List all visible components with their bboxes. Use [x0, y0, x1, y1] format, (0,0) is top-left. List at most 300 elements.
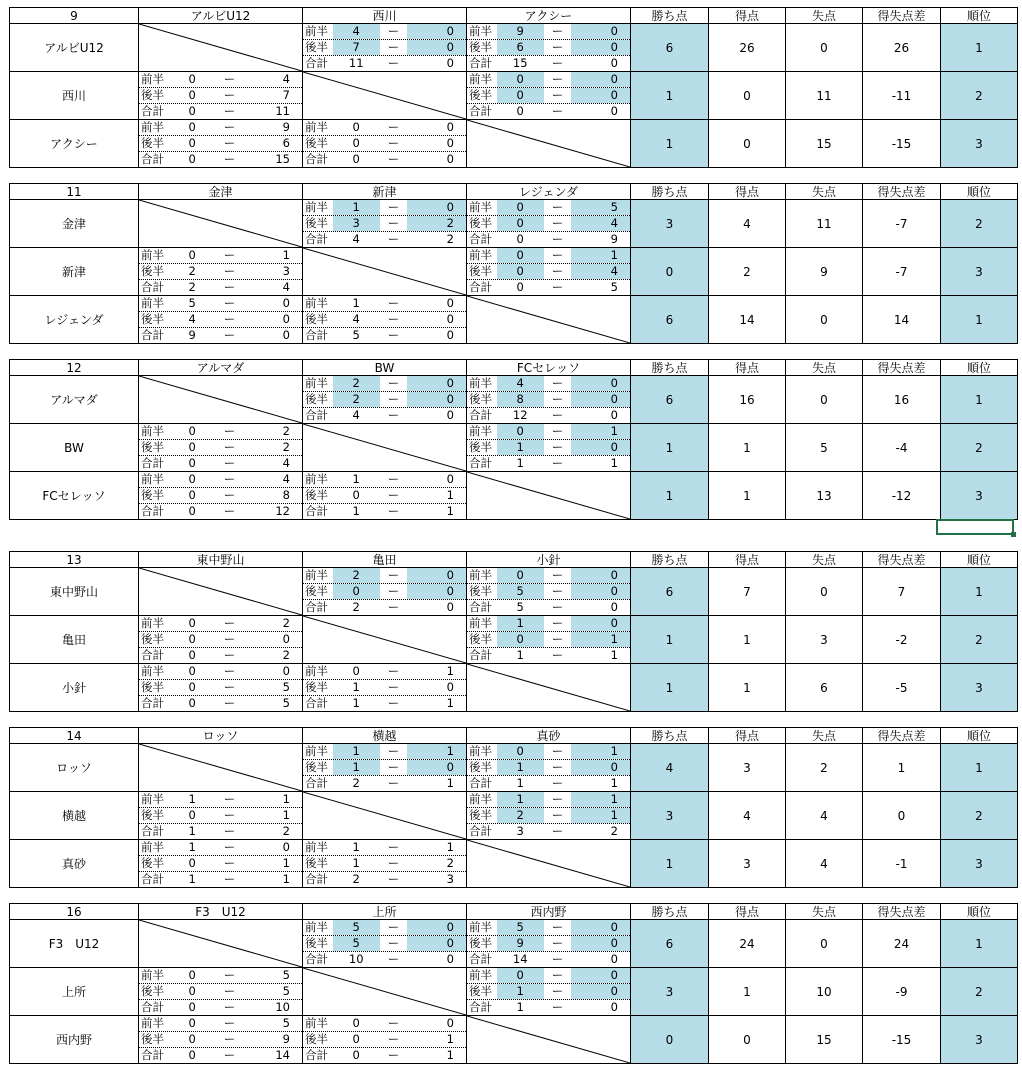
header-win-pts[interactable]: 勝ち点	[631, 552, 709, 568]
team-header[interactable]: 金津	[139, 184, 303, 200]
win-points-cell[interactable]: 1	[631, 840, 709, 888]
goal-difference-cell[interactable]: -12	[863, 472, 941, 520]
goal-difference-cell[interactable]: 7	[863, 568, 941, 616]
score-line-second	[139, 488, 302, 504]
dash: ー	[387, 568, 400, 582]
dash: ー	[551, 984, 564, 998]
half-label: 後半	[141, 984, 164, 998]
rank-cell[interactable]: 1	[941, 920, 1018, 968]
team-header[interactable]: F3 U12	[139, 904, 303, 920]
match-score-cell[interactable]	[467, 72, 631, 120]
diagonal-cell[interactable]	[303, 792, 467, 840]
score-line-first	[303, 1016, 466, 1032]
header-rank[interactable]: 順位	[941, 552, 1018, 568]
away-goals: 1	[446, 840, 454, 854]
header-rank[interactable]: 順位	[941, 728, 1018, 744]
team-row	[10, 920, 1018, 968]
league-table	[9, 727, 1018, 888]
home-goals: 14	[512, 952, 528, 966]
header-goal-diff[interactable]: 得失点差	[863, 552, 941, 568]
team-name[interactable]: 東中野山	[10, 568, 139, 616]
goals-against-cell[interactable]: 11	[786, 200, 863, 248]
rank-cell[interactable]: 2	[941, 968, 1018, 1016]
team-name[interactable]: 亀田	[10, 616, 139, 664]
team-row	[10, 376, 1018, 424]
header-rank[interactable]: 順位	[941, 904, 1018, 920]
win-points-cell[interactable]: 1	[631, 120, 709, 168]
match-score-cell[interactable]	[303, 1016, 467, 1064]
match-score-cell[interactable]	[303, 744, 467, 792]
goals-against-cell[interactable]: 15	[786, 120, 863, 168]
half-label: 合計	[141, 152, 164, 166]
match-score-cell[interactable]	[139, 664, 303, 712]
group-number[interactable]: 11	[10, 184, 139, 200]
half-label: 後半	[469, 88, 492, 102]
goals-against-cell[interactable]: 0	[786, 568, 863, 616]
match-score-cell[interactable]	[139, 424, 303, 472]
goals-against-cell[interactable]: 6	[786, 664, 863, 712]
diagonal-cell[interactable]	[139, 568, 303, 616]
match-score	[303, 376, 466, 423]
team-header[interactable]: 小針	[467, 552, 631, 568]
match-score	[139, 616, 302, 663]
rank-cell[interactable]: 3	[941, 120, 1018, 168]
win-points-cell[interactable]: 1	[631, 72, 709, 120]
home-goals: 12	[512, 408, 528, 422]
header-goals-against[interactable]: 失点	[786, 360, 863, 376]
goals-for-cell[interactable]: 4	[709, 792, 786, 840]
home-goals: 0	[497, 248, 544, 263]
away-goals: 1	[446, 488, 454, 502]
match-score-cell[interactable]	[139, 616, 303, 664]
away-goals: 2	[446, 856, 454, 870]
team-header[interactable]: ロッソ	[139, 728, 303, 744]
diagonal-cell[interactable]	[303, 248, 467, 296]
match-score-cell[interactable]	[139, 296, 303, 344]
team-header[interactable]: 上所	[303, 904, 467, 920]
half-label: 後半	[469, 984, 492, 998]
match-score	[139, 424, 302, 471]
goals-against-cell[interactable]: 0	[786, 376, 863, 424]
header-goals-against[interactable]: 失点	[786, 184, 863, 200]
rank-cell[interactable]: 2	[941, 616, 1018, 664]
rank-cell[interactable]: 1	[941, 296, 1018, 344]
goals-for-cell[interactable]: 2	[709, 248, 786, 296]
away-goals: 0	[282, 664, 290, 678]
home-goals: 2	[352, 776, 360, 790]
goals-for-cell[interactable]: 26	[709, 24, 786, 72]
match-score-cell[interactable]	[303, 376, 467, 424]
score-line-total	[467, 1000, 630, 1015]
match-score-cell[interactable]	[139, 840, 303, 888]
dash: ー	[223, 264, 236, 278]
header-rank[interactable]: 順位	[941, 184, 1018, 200]
match-score-cell[interactable]	[303, 24, 467, 72]
goals-against-cell[interactable]: 0	[786, 296, 863, 344]
score-line-total	[139, 1000, 302, 1015]
diagonal-cell[interactable]	[303, 72, 467, 120]
team-name[interactable]: アルマダ	[10, 376, 139, 424]
header-goal-diff[interactable]: 得失点差	[863, 904, 941, 920]
team-name[interactable]: 西川	[10, 72, 139, 120]
dash: ー	[551, 600, 564, 614]
goals-for-cell[interactable]: 1	[709, 664, 786, 712]
dash: ー	[387, 408, 400, 422]
dash: ー	[387, 776, 400, 790]
match-score-cell[interactable]	[467, 424, 631, 472]
header-row	[10, 8, 1018, 24]
diagonal-cell[interactable]	[139, 24, 303, 72]
away-goals: 1	[610, 776, 618, 790]
team-name[interactable]: 真砂	[10, 840, 139, 888]
header-goals-for[interactable]: 得点	[709, 184, 786, 200]
score-line-second	[303, 856, 466, 872]
home-goals: 0	[188, 968, 196, 982]
match-score	[303, 24, 466, 71]
home-goals: 0	[188, 152, 196, 166]
half-label: 後半	[469, 808, 492, 822]
match-score-cell[interactable]	[139, 968, 303, 1016]
header-row	[10, 552, 1018, 568]
header-goals-against[interactable]: 失点	[786, 8, 863, 24]
diagonal-cell[interactable]	[303, 616, 467, 664]
goal-difference-cell[interactable]: -7	[863, 200, 941, 248]
header-rank[interactable]: 順位	[941, 8, 1018, 24]
rank-cell[interactable]: 1	[941, 744, 1018, 792]
match-score	[303, 120, 466, 167]
header-goal-diff[interactable]: 得失点差	[863, 728, 941, 744]
fill-handle[interactable]	[1011, 532, 1016, 537]
half-label: 合計	[141, 504, 164, 518]
win-points-cell[interactable]: 3	[631, 200, 709, 248]
team-header[interactable]: BW	[303, 360, 467, 376]
home-goals: 1	[352, 840, 360, 854]
home-goals: 1	[333, 744, 380, 759]
header-goals-for[interactable]: 得点	[709, 360, 786, 376]
match-score-cell[interactable]	[467, 616, 631, 664]
goal-difference-cell[interactable]: 1	[863, 744, 941, 792]
match-score-cell[interactable]	[467, 200, 631, 248]
half-label: 前半	[141, 792, 164, 806]
away-goals: 1	[282, 808, 290, 822]
team-name[interactable]: 小針	[10, 664, 139, 712]
half-label: 合計	[305, 56, 328, 70]
selected-cell[interactable]	[936, 519, 1014, 535]
goal-difference-cell[interactable]: -9	[863, 968, 941, 1016]
diagonal-cell[interactable]	[139, 744, 303, 792]
match-score-cell[interactable]	[467, 568, 631, 616]
away-goals: 0	[571, 40, 630, 55]
win-points-cell[interactable]: 1	[631, 616, 709, 664]
team-name[interactable]: レジェンダ	[10, 296, 139, 344]
half-label: 合計	[141, 328, 164, 342]
dash: ー	[551, 456, 564, 470]
goals-for-cell[interactable]: 0	[709, 120, 786, 168]
header-goal-diff[interactable]: 得失点差	[863, 184, 941, 200]
goal-difference-cell[interactable]: -2	[863, 616, 941, 664]
match-score-cell[interactable]	[139, 1016, 303, 1064]
win-points-cell[interactable]: 6	[631, 920, 709, 968]
header-goals-for[interactable]: 得点	[709, 552, 786, 568]
goals-for-cell[interactable]: 3	[709, 744, 786, 792]
win-points-cell[interactable]: 4	[631, 744, 709, 792]
header-goals-for[interactable]: 得点	[709, 904, 786, 920]
team-name[interactable]: アクシー	[10, 120, 139, 168]
match-score-cell[interactable]	[467, 968, 631, 1016]
team-header[interactable]: アルビU12	[139, 8, 303, 24]
diagonal-cell[interactable]	[467, 1016, 631, 1064]
match-score-cell[interactable]	[303, 296, 467, 344]
win-points-cell[interactable]: 3	[631, 968, 709, 1016]
match-score-cell[interactable]	[467, 248, 631, 296]
goal-difference-cell[interactable]: -5	[863, 664, 941, 712]
match-score-cell[interactable]	[303, 664, 467, 712]
goals-for-cell[interactable]: 7	[709, 568, 786, 616]
win-points-cell[interactable]: 6	[631, 296, 709, 344]
rank-cell[interactable]: 3	[941, 472, 1018, 520]
match-score-cell[interactable]	[467, 920, 631, 968]
goals-for-cell[interactable]: 16	[709, 376, 786, 424]
diagonal-cell[interactable]	[139, 920, 303, 968]
goals-for-cell[interactable]: 14	[709, 296, 786, 344]
header-win-pts[interactable]: 勝ち点	[631, 904, 709, 920]
header-goals-against[interactable]: 失点	[786, 728, 863, 744]
diagonal-cell[interactable]	[139, 376, 303, 424]
header-goals-for[interactable]: 得点	[709, 8, 786, 24]
header-goals-against[interactable]: 失点	[786, 552, 863, 568]
rank-cell[interactable]: 3	[941, 1016, 1018, 1064]
team-name[interactable]: アルビU12	[10, 24, 139, 72]
win-points-cell[interactable]: 6	[631, 24, 709, 72]
diagonal-line	[139, 24, 302, 71]
goals-for-cell[interactable]: 0	[709, 1016, 786, 1064]
away-goals: 0	[571, 584, 630, 599]
header-goal-diff[interactable]: 得失点差	[863, 360, 941, 376]
match-score-cell[interactable]	[467, 744, 631, 792]
team-name[interactable]: 西内野	[10, 1016, 139, 1064]
home-goals: 1	[516, 648, 524, 662]
rank-cell[interactable]: 2	[941, 424, 1018, 472]
group-number[interactable]: 16	[10, 904, 139, 920]
rank-cell[interactable]: 2	[941, 72, 1018, 120]
half-label: 合計	[305, 232, 328, 246]
home-goals: 9	[497, 24, 544, 39]
team-header[interactable]: レジェンダ	[467, 184, 631, 200]
team-name[interactable]: 横越	[10, 792, 139, 840]
goals-for-cell[interactable]: 1	[709, 472, 786, 520]
header-win-pts[interactable]: 勝ち点	[631, 728, 709, 744]
score-line-total	[139, 1048, 302, 1063]
team-header[interactable]: 新津	[303, 184, 467, 200]
team-name[interactable]: 上所	[10, 968, 139, 1016]
rank-cell[interactable]: 2	[941, 792, 1018, 840]
win-points-cell[interactable]: 0	[631, 1016, 709, 1064]
goals-for-cell[interactable]: 1	[709, 424, 786, 472]
match-score-cell[interactable]	[467, 376, 631, 424]
header-goals-against[interactable]: 失点	[786, 904, 863, 920]
goals-against-cell[interactable]: 9	[786, 248, 863, 296]
goals-for-cell[interactable]: 1	[709, 616, 786, 664]
match-score-cell[interactable]	[303, 200, 467, 248]
score-line-first	[467, 376, 630, 392]
win-points-cell[interactable]: 6	[631, 376, 709, 424]
team-header[interactable]: 真砂	[467, 728, 631, 744]
goals-for-cell[interactable]: 1	[709, 968, 786, 1016]
header-goals-for[interactable]: 得点	[709, 728, 786, 744]
match-score-cell[interactable]	[303, 840, 467, 888]
diagonal-cell[interactable]	[303, 424, 467, 472]
goal-difference-cell[interactable]: -15	[863, 1016, 941, 1064]
match-score-cell[interactable]	[139, 72, 303, 120]
win-points-cell[interactable]: 1	[631, 664, 709, 712]
rank-cell[interactable]: 2	[941, 200, 1018, 248]
diagonal-cell[interactable]	[303, 968, 467, 1016]
team-name[interactable]: BW	[10, 424, 139, 472]
score-line-first	[467, 24, 630, 40]
win-points-cell[interactable]: 0	[631, 248, 709, 296]
goal-difference-cell[interactable]: 24	[863, 920, 941, 968]
diagonal-cell[interactable]	[467, 296, 631, 344]
home-goals: 2	[497, 808, 544, 823]
dash: ー	[387, 664, 400, 678]
goals-against-cell[interactable]: 2	[786, 744, 863, 792]
away-goals: 0	[446, 120, 454, 134]
team-header[interactable]: 西川	[303, 8, 467, 24]
half-label: 合計	[469, 104, 492, 118]
league-table	[9, 359, 1018, 520]
diagonal-cell[interactable]	[467, 840, 631, 888]
goals-against-cell[interactable]: 4	[786, 840, 863, 888]
team-header[interactable]: FCセレッソ	[467, 360, 631, 376]
goal-difference-cell[interactable]: -15	[863, 120, 941, 168]
header-goal-diff[interactable]: 得失点差	[863, 8, 941, 24]
dash: ー	[223, 1048, 236, 1062]
group-number[interactable]: 12	[10, 360, 139, 376]
header-rank[interactable]: 順位	[941, 360, 1018, 376]
goals-against-cell[interactable]: 13	[786, 472, 863, 520]
goals-for-cell[interactable]: 4	[709, 200, 786, 248]
goal-difference-cell[interactable]: 14	[863, 296, 941, 344]
group-number[interactable]: 9	[10, 8, 139, 24]
goals-against-cell[interactable]: 3	[786, 616, 863, 664]
match-score-cell[interactable]	[303, 920, 467, 968]
goals-against-cell[interactable]: 11	[786, 72, 863, 120]
win-points-cell[interactable]: 1	[631, 424, 709, 472]
goals-against-cell[interactable]: 10	[786, 968, 863, 1016]
win-points-cell[interactable]: 6	[631, 568, 709, 616]
goals-against-cell[interactable]: 5	[786, 424, 863, 472]
home-goals: 5	[497, 920, 544, 935]
team-name[interactable]: 新津	[10, 248, 139, 296]
score-line-second	[303, 136, 466, 152]
rank-cell[interactable]: 3	[941, 840, 1018, 888]
half-label: 前半	[469, 792, 492, 806]
header-win-pts[interactable]: 勝ち点	[631, 360, 709, 376]
goal-difference-cell[interactable]: 26	[863, 24, 941, 72]
goals-for-cell[interactable]: 3	[709, 840, 786, 888]
team-header[interactable]: 西内野	[467, 904, 631, 920]
team-name[interactable]: F3 U12	[10, 920, 139, 968]
half-label: 前半	[305, 376, 328, 390]
match-score-cell[interactable]	[139, 120, 303, 168]
away-goals: 0	[571, 920, 630, 935]
goals-against-cell[interactable]: 0	[786, 920, 863, 968]
rank-cell[interactable]: 3	[941, 664, 1018, 712]
goal-difference-cell[interactable]: -4	[863, 424, 941, 472]
home-goals: 0	[188, 72, 196, 86]
team-name[interactable]: ロッソ	[10, 744, 139, 792]
match-score	[303, 840, 466, 887]
diagonal-cell[interactable]	[467, 664, 631, 712]
team-name[interactable]: 金津	[10, 200, 139, 248]
match-score	[303, 664, 466, 711]
dash: ー	[551, 584, 564, 598]
goals-for-cell[interactable]: 0	[709, 72, 786, 120]
team-header[interactable]: アクシー	[467, 8, 631, 24]
home-goals: 6	[497, 40, 544, 55]
goals-for-cell[interactable]: 24	[709, 920, 786, 968]
goal-difference-cell[interactable]: 0	[863, 792, 941, 840]
match-score-cell[interactable]	[139, 792, 303, 840]
score-line-second	[303, 936, 466, 952]
dash: ー	[551, 440, 564, 454]
win-points-cell[interactable]: 3	[631, 792, 709, 840]
away-goals: 5	[282, 696, 290, 710]
score-line-total	[467, 280, 630, 295]
goal-difference-cell[interactable]: -7	[863, 248, 941, 296]
team-header[interactable]: 横越	[303, 728, 467, 744]
team-header[interactable]: 亀田	[303, 552, 467, 568]
diagonal-cell[interactable]	[467, 472, 631, 520]
team-name[interactable]: FCセレッソ	[10, 472, 139, 520]
rank-cell[interactable]: 1	[941, 568, 1018, 616]
rank-cell[interactable]: 1	[941, 24, 1018, 72]
match-score-cell[interactable]	[139, 248, 303, 296]
header-win-pts[interactable]: 勝ち点	[631, 184, 709, 200]
match-score-cell[interactable]	[303, 120, 467, 168]
diagonal-cell[interactable]	[467, 120, 631, 168]
goals-against-cell[interactable]: 4	[786, 792, 863, 840]
diagonal-cell[interactable]	[139, 200, 303, 248]
win-points-cell[interactable]: 1	[631, 472, 709, 520]
goal-difference-cell[interactable]: -11	[863, 72, 941, 120]
match-score-cell[interactable]	[467, 792, 631, 840]
header-win-pts[interactable]: 勝ち点	[631, 8, 709, 24]
goal-difference-cell[interactable]: 16	[863, 376, 941, 424]
score-line-first	[467, 248, 630, 264]
group-number[interactable]: 14	[10, 728, 139, 744]
match-score-cell[interactable]	[303, 472, 467, 520]
group-number[interactable]: 13	[10, 552, 139, 568]
home-goals: 0	[516, 104, 524, 118]
team-header[interactable]: アルマダ	[139, 360, 303, 376]
rank-cell[interactable]: 1	[941, 376, 1018, 424]
score-line-second	[467, 760, 630, 776]
dash: ー	[551, 648, 564, 662]
goals-against-cell[interactable]: 15	[786, 1016, 863, 1064]
rank-cell[interactable]: 3	[941, 248, 1018, 296]
league-table	[9, 183, 1018, 344]
team-header[interactable]: 東中野山	[139, 552, 303, 568]
goal-difference-cell[interactable]: -1	[863, 840, 941, 888]
match-score-cell[interactable]	[303, 568, 467, 616]
away-goals: 1	[610, 648, 618, 662]
away-goals: 0	[610, 952, 618, 966]
goals-against-cell[interactable]: 0	[786, 24, 863, 72]
away-goals: 2	[282, 648, 290, 662]
match-score-cell[interactable]	[467, 24, 631, 72]
match-score-cell[interactable]	[139, 472, 303, 520]
